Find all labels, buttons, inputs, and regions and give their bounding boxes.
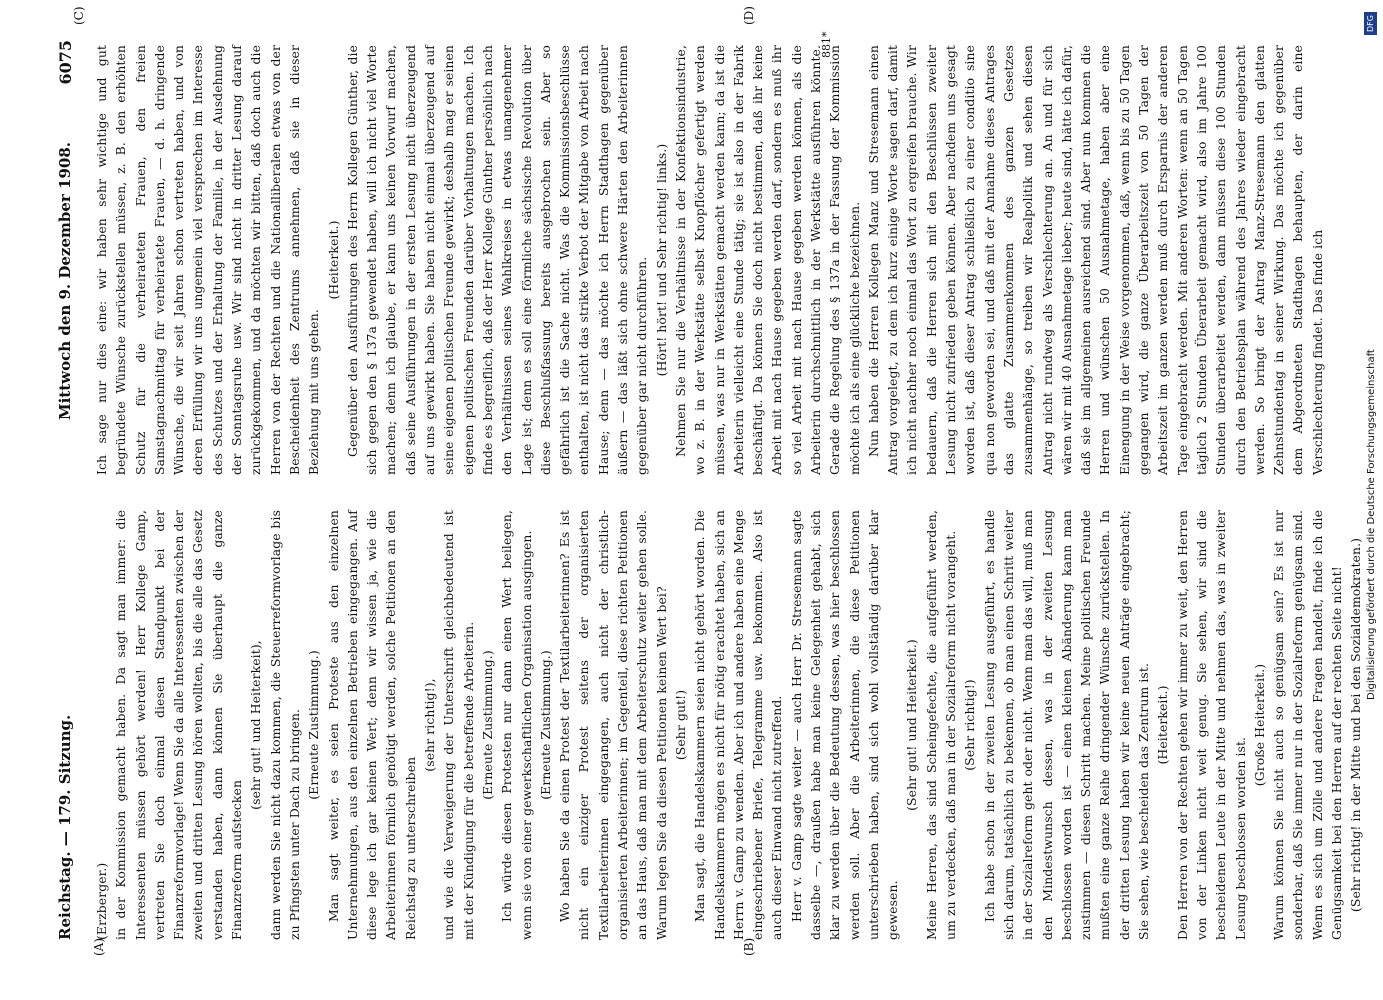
dfg-credit: Digitalisierung gefördert durch die Deutsche Forschungsgemeinschaft <box>1366 349 1377 700</box>
interjection: (Erneute Zustimmung.) <box>479 650 495 800</box>
page-header <box>56 40 82 940</box>
right-column <box>92 45 1327 475</box>
interjection: (Sehr gut!) <box>672 689 688 761</box>
paragraph: Nun haben die Herren Kollegen Manz und Stresemann einen Antrag vorgelegt, zu dem ich kurz einige Worte sagen darf, damit ich nicht nachher noch einmal das Wort zu ergreifen brauche. Wir bedauern, daß die Herren sich mit den Beschlüssen zweiter Lesung nicht zufrieden geben können. Aber nachdem uns gesagt worden ist, daß dieser Antrag schließlich zu einer conditio sine qua non geworden sei, und daß mit der Annahme dieses Antrages das glatte Zusammenkommen des ganzen Gesetzes zusammenhänge, so treiben wir Realpolitik und sehen diesen Antrag nicht rundweg als Verschlechterung an. An und für sich wären wir mit 40 Ausnahmetage lieber; heute sind, hätte ich dafür, daß sie im allgemeinen ausreichend sind. Aber nun kommen die Herren und wünschen 50 Ausnahmetage, haben aber eine Einengung in der Weise vorgenommen, daß, wenn bis zu 50 Tagen gegangen wird, die ganze Überarbeitszeit von 50 Tagen der Arbeitszeit im ganzen werden muß durch Ersparnis der anderen Tage eingebracht werden. Mit anderen Worten: wenn an 50 Tagen täglich 2 Stunden Überarbeit gemacht wird, also im Jahre 100 Stunden überarbeitet werden, dann müssen diese 100 Stunden durch den Betriebsplan während des Jahres wieder eingebracht werden. So bringt der Antrag Manz-Stresemann den glatten Zehnstundentag in seiner Wirkung. Das möchte ich gegenüber dem Abgeordneten Stadthagen behaupten, der darin eine Verschlechterung findet. Das finde ich <box>865 45 1325 475</box>
paragraph: Gegenüber den Ausführungen des Herrn Kollegen Günther, die sich gegen den § 137a gewendet haben, will ich nicht viel Worte machen; denn ich glaube, er kann uns keinen Vorwurf machen, daß seine Ausführungen in der ersten Lesung nicht überzeugend auf uns gewirkt haben. Sie haben nicht einmal überzeugend auf seine eigenen politischen Freunde gewirkt; deshalb mag er seinen eigenen politischen Freunden darüber Vorhaltungen machen. Ich finde es begreiflich, daß der Herr Kollege Günther persönlich nach den Verhältnissen seines Wahlkreises in etwas unangenehmer Lage ist; denn es soll eine förmliche sächsische Revolution über diese Beschlußfassung bereits ausgebrochen sein. Aber so gefährlich ist die Sache nicht. Was die Kommissionsbeschlüsse enthalten, ist nicht das strikte Verbot der Mitgabe von Arbeit nach Hause; denn — das möchte ich Herrn Stadthagen gegenüber äußern — das läßt sich ohne schwere Härten den Arbeiterinnen gegenüber gar nicht durchführen. <box>344 45 650 475</box>
paragraph: dann werden Sie nicht dazu kommen, die Steuerreformvorlage bis zu Pfingsten unter Dach zu bringen. <box>267 510 302 940</box>
interjection: (Heiterkeit.) <box>325 220 341 300</box>
sidebar-strip <box>1362 0 1383 1000</box>
paragraph: Ich sage nur dies eine: wir haben sehr wichtige und gut begründete Wünsche zurückstellen müssen, z. B. den erhöhten Schutz für die verheirateten Frauen, den freien Samstagnachmittag für verheiratete Frauen, — d. h. dringende Wünsche, die wir seit Jahren schon vertreten haben, und von deren Erfüllung wir uns ungemein viel versprechen im Interesse des Schutzes und der Erhaltung der Familie, in der Ausdehnung der Sonntagsruhe usw. Wir sind nicht in dritter Lesung darauf zurückgekommen, und da möchten wir bitten, daß doch auch die Herren von der Rechten und die Nationalliberalen etwas von der Bescheidenheit des Zentrums annehmen, daß sie in dieser Beziehung mit uns gehen. <box>94 45 322 475</box>
footer-signature: 881* <box>820 31 833 58</box>
interjection: (Erneute Zustimmung.) <box>537 650 553 800</box>
paragraph: Nehmen Sie nur die Verhältnisse in der Konfektionsindustrie, wo z. B. in der Werkstätte selbst Knopflöcher gefertigt werden müssen, was nur in Werkstätten gemacht werden kann; da ist die Arbeiterin vielleicht eine Stunde tätig; sie ist also in der Fabrik beschäftigt. Da können Sie doch nicht bestimmen, daß ihr keine Arbeit mit nach Hause gegeben werden darf, sondern es muß ihr so viel Arbeit mit nach Hause gegeben werden können, als die Arbeiterin durchschnittlich in der Werkstätte ausführen könnte. Gerade die Regelung des § 137a in der Fassung der Kommission möchte ich als eine glückliche bezeichnen. <box>672 45 862 475</box>
interjection: (Sehr richtig! in der Mitte und bei den Sozialdemokraten.) <box>1348 537 1364 913</box>
paragraph: in der Kommission gemacht haben. Da sagt man immer: die Interessenten müssen gehört werden! Herr Kollege Gamp, vertreten Sie doch einmal diesen Standpunkt bei der Finanzreformvorlage! Wenn Sie da alle Interessenten zwischen der zweiten und dritten Lesung hören wollten, bis die alle das Gesetz verstanden haben, dann können Sie überhaupt die ganze Finanzreform aufstecken <box>113 510 245 940</box>
margin-marker-d: (D) <box>742 6 756 25</box>
paragraph: Den Herren von der Rechten gehen wir immer zu weit, den Herren von der Linken nicht weit genug. Sie sehen, wir sind die bescheidenen Leute in der Mitte und nehmen das, was in zweiter Lesung beschlossen worden ist. <box>1174 510 1248 940</box>
interjection: (Große Heiterkeit.) <box>1251 663 1267 787</box>
margin-marker-b: (B) <box>742 937 756 956</box>
margin-marker-a: (A) <box>92 937 106 956</box>
left-column <box>92 510 1366 940</box>
interjection: (Hört! hört! und Sehr richtig! links.) <box>653 143 669 377</box>
paragraph: Herr v. Gamp sagte weiter — auch Herr Dr. Stresemann sagte dasselbe —, draußen habe man keine Gelegenheit gehabt, sich klar zu werden über die Bedeutung dessen, was hier beschlossen werden soll. Aber die Arbeiterinnen, die diese Petitionen unterschrieben haben, sind sich wohl vollständig darüber klar gewesen. <box>788 510 901 940</box>
interjection: (Sehr richtig!) <box>962 679 978 771</box>
header-date: Mittwoch den 9. Dezember 1908. <box>56 142 74 420</box>
paragraph: Ich würde diesen Protesten nur dann einen Wert beilegen, wenn sie von einer gewerkschaftlichen Organisation ausgingen. <box>499 510 534 940</box>
interjection: (Heiterkeit.) <box>1155 685 1171 765</box>
paragraph: (Erzberger.) <box>94 862 109 940</box>
interjection: (Sehr gut! und Heiterkeit.) <box>904 639 920 811</box>
interjection: (sehr richtig!), <box>422 678 438 772</box>
header-left: Reichstag. — 179. Sitzung. <box>56 714 74 940</box>
dfg-logo: DFG <box>1364 12 1377 35</box>
paragraph: Man sagt, die Handelskammern seien nicht gehört worden. Die Handelskammern mögen es nicht für nötig erachtet haben, sich an Herrn v. Gamp zu wenden. Aber ich und andere haben eine Menge eingeschriebener Briefe, Telegramme usw. bekommen. Also ist auch dieser Einwand nicht zutreffend. <box>692 510 785 940</box>
paragraph: Wo haben Sie da einen Protest der Textilarbeiterinnen? Es ist nicht ein einziger Protest seitens der organisierten Textilarbeiterinnen eingegangen, auch nicht der christlich-organisierten Arbeiterinnen; im Gegenteil, diese richten Petitionen an das Haus, daß man mit dem Arbeiterschutz weiter gehen solle. Warum legen Sie da diesen Petitionen keinen Wert bei? <box>557 510 669 940</box>
interjection: (sehr gut! und Heiterkeit), <box>248 640 264 810</box>
paragraph: Ich habe schon in der zweiten Lesung ausgeführt, es handle sich darum, tatsächlich zu bekennen, ob man einen Schritt weiter in der Sozialreform geht oder nicht. Wenn man das will, muß man den Mindestwunsch dessen, was in der zweiten Lesung beschlossen worden ist — einen kleinen Abänderung kann man zustimmen — diesen Schritt machen. Meine politischen Freunde mußten eine ganze Reihe dringender Wünsche zurückstellen. In der dritten Lesung haben wir keine neuen Anträge eingebracht; Sie sehen, wie bescheiden das Zentrum ist. <box>981 510 1152 940</box>
paragraph: Man sagt weiter, es seien Proteste aus den einzelnen Unternehmungen, aus den einzelnen Betrieben eingegangen. Auf diese lege ich gar keinen Wert; denn wir wissen ja, wie die Arbeiterinnen förmlich genötigt werden, solche Petitionen an den Reichstag zu unterschreiben <box>325 510 418 940</box>
margin-marker-c: (C) <box>72 6 86 25</box>
paragraph: Warum können Sie nicht auch so genügsam sein? Es ist nur sonderbar, daß Sie immer nur in der Sozialreform genügsam sind. Wenn es sich um Zölle und andere Fragen handelt, finde ich die Genügsamkeit bei den Herren auf der rechten Seite nicht! <box>1271 510 1344 940</box>
interjection: (Erneute Zustimmung.) <box>306 650 322 800</box>
paragraph: und wie die Verweigerung der Unterschrift gleichbedeutend ist mit der Kündigung für die betreffende Arbeiterin. <box>441 510 476 940</box>
paragraph: Meine Herren, das sind Scheingefechte, die aufgeführt werden, um zu verdecken, daß man in der Sozialreform nicht vorangeht. <box>923 510 959 940</box>
header-page-number: 6075 <box>56 40 75 85</box>
